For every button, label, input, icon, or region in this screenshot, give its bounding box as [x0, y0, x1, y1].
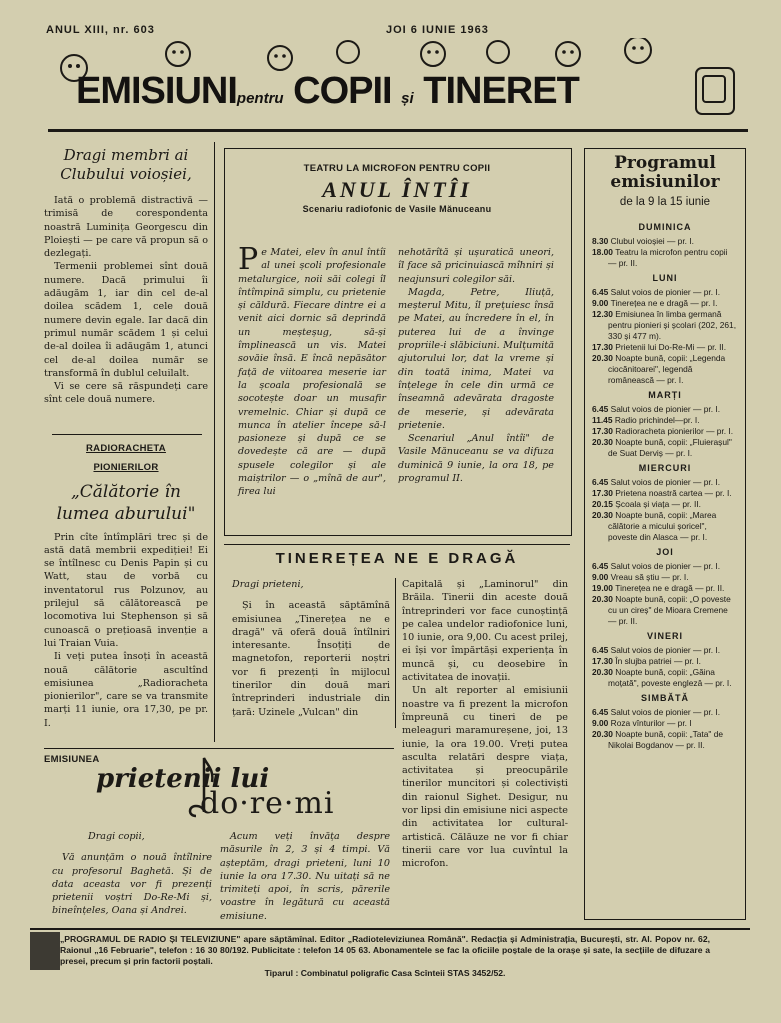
- program-item-time: 11.45: [592, 415, 615, 425]
- program-item-time: 17.30: [592, 656, 616, 666]
- column-rule: [395, 578, 396, 728]
- program-item-time: 20.30: [592, 510, 616, 520]
- doremi-kicker: EMISIUNEA: [44, 754, 100, 765]
- program-item-time: 18.00: [592, 247, 616, 257]
- program-item-desc: Radio prichindel—pr. I.: [614, 415, 700, 425]
- program-item-desc: Tinerețea ne e dragă — pr. II.: [615, 583, 725, 593]
- program-day-title: MIERCURI: [638, 463, 692, 473]
- tineretea-col1: Dragi prieteni, Și în această săptămînă emisiunea „Tinerețea ne e dragă" vă oferă două întîlniri interesante. Însoțiți de magnetofon, reporterii noștri vor fi prezenți în mijlocul tinerilor din două mari întreprinderi industriale din țară: Uzinele „Vulcan" din: [232, 579, 390, 718]
- program-item-time: 20.30: [592, 667, 616, 677]
- program-item-time: 20.30: [592, 353, 616, 363]
- doremi-main-title: do·re·mi: [200, 786, 335, 821]
- divider: [224, 544, 570, 545]
- doremi-col1: Dragi copii, Vă anunțăm o nouă întîlnire cu profesorul Baghetă. Și de data aceasta vor fi prezenți prietenii voștri Do-Re-Mi și, bineînțeles, Oana și Andrei.: [52, 831, 212, 917]
- program-item-time: 6.45: [592, 707, 611, 717]
- program-item-time: 17.30: [592, 488, 616, 498]
- program-day-title: VINERI: [646, 631, 683, 641]
- program-item: [592, 645, 738, 656]
- program-item: [592, 415, 738, 426]
- program-item-desc: Tinerețea ne e dragă — pr. I.: [610, 298, 718, 308]
- tineretea-col2: Capitală și „Laminorul" din Brăila. Tinerii din aceste două întreprinderi vor face cunoștință pe calea undelor radiofonice luni, 10 iunie, ora 9,00. Cu acest prilej, ei își vor împărtăși experiența în muncă și, cu deosebire în activitatea de inovații. Un alt reporter al emisiunii noastre va fi prezent la microfon împreună cu tineri de pe meleaguri maramureșene, joi, 13 iunie, la ora 19.00. Vreți putea asculta relatări despre viața, activitatea și preocupările tinerilor muncitori și colectiviști din raionul Sighet. Desigur, nu vor lipsi din emisiune nici aspecte din activitatea lor cultural-artistică. Călăuze ne vor fi chiar tinerii care vor lua cuvîntul la microfon.: [402, 579, 568, 870]
- program-item: [592, 236, 738, 247]
- program-day-title: JOI: [656, 547, 674, 557]
- program-item-desc: Salut voios de pionier — pr. I.: [610, 477, 721, 487]
- program-item: [592, 729, 738, 751]
- program-item-desc: Noapte bună, copii: „O poveste cu un cireș" de Mioara Cremene — pr. II.: [608, 594, 731, 626]
- program-item-desc: Salut voios de pionier — pr. I.: [610, 404, 721, 414]
- program-item-desc: Prietenii lui Do-Re-Mi — pr. II.: [615, 342, 727, 352]
- program-item: [592, 594, 738, 627]
- program-item-desc: Noapte bună, copii: „Tata" de Nikolai Bogdanov — pr. II.: [608, 729, 724, 750]
- program-item: [592, 499, 738, 510]
- program-item-desc: Prietena noastră cartea — pr. I.: [615, 488, 732, 498]
- masthead: [48, 38, 738, 128]
- doremi-col2: Acum veți învăța despre măsurile în 2, 3 și 4 timpi. Vă așteptăm, dragi prieteni, luni 10 iunie la ora 17.30. Nu uitați să ne trimiteți apoi, în scris, părerile voastre în legătură cu această emisiune.: [220, 831, 390, 922]
- program-item: [592, 718, 738, 729]
- program-item: [592, 572, 738, 583]
- program-item-time: 9.00: [592, 298, 611, 308]
- program-item-desc: Noapte bună, copii: „Legenda ciocănitoarei", legendă românească — pr. I.: [608, 353, 726, 385]
- program-item-time: 17.30: [592, 342, 616, 352]
- program-item-time: 20.30: [592, 594, 616, 604]
- radioracheta-article: RADIORACHETA PIONIERILOR „Călătorie în lumea aburului" Prin cîte întîmplări trec și de astă dată membrii expediției! Ei se întîlnesc cu Denis Papin și cu Watt, stau de vorbă cu inventatorul rus Polzunov, au prilejul să călătorească pe locomotiva lui Stephenson și să cunoască o prețioasă invenție a lui Traian Vuia. Ii veți putea însoți în această nouă călătorie ascultînd emisiunea „Radioracheta pionierilor", care se va transmite marți 11 iunie, ora 17,30, pe pr. I.: [44, 443, 208, 729]
- divider: [52, 434, 202, 435]
- program-item-time: 6.45: [592, 404, 611, 414]
- program-item-desc: Vreau să știu — pr. I.: [610, 572, 689, 582]
- program-item: [592, 561, 738, 572]
- program-item-desc: Noapte bună, copii: „Marea călătorie a micului șoricel", poveste din Alasca — pr. I.: [608, 510, 717, 542]
- program-day-title: SIMBĂTĂ: [641, 693, 689, 703]
- teatru-article: [234, 162, 560, 216]
- stamp-mark: [30, 932, 60, 970]
- divider: [44, 748, 394, 749]
- program-item-time: 6.45: [592, 561, 611, 571]
- program-item-time: 6.45: [592, 477, 611, 487]
- program-item-desc: Salut voios de pionier — pr. I.: [610, 561, 721, 571]
- program-item-desc: Salut voios de pionier — pr. I.: [610, 707, 721, 717]
- program-item-time: 9.00: [592, 718, 611, 728]
- program-item: [592, 309, 738, 342]
- program-item: [592, 426, 738, 437]
- footer-rule: [30, 928, 750, 930]
- teatru-col2: nehotărîtă și ușuratică uneori, îl face să pricinuiască mîhniri și neajunsuri colegilor săi. Magda, Petre, Iliuță, meșterul Mitu, îl prețuiesc însă pe Matei, au încredere în el, în puterea lui de a învinge propriile-i slăbiciuni. Mulțumită ajutorului lor, dat la vreme și din toată inima, Matei va înțelege în cele din urmă ce înseamnă adevărata dragoste de meserie, și adevărata prietenie. Scenariul „Anul întîi" de Vasile Mănuceanu se va difuza duminică 9 iunie, la ora 18, pe programul II.: [398, 247, 554, 485]
- program-item: [592, 247, 738, 269]
- program-day-title: LUNI: [652, 273, 678, 283]
- column-rule: [214, 142, 215, 742]
- issue-number: ANUL XIII, nr. 603: [46, 24, 155, 36]
- program-item-time: 17.30: [592, 426, 616, 436]
- masthead-rule: [48, 129, 748, 132]
- issue-date: JOI 6 IUNIE 1963: [386, 24, 489, 36]
- program-item-time: 6.45: [592, 645, 611, 655]
- program-item-desc: Salut voios de pionier — pr. I.: [610, 287, 721, 297]
- program-item-desc: Teatru la microfon pentru copii — pr. II.: [608, 247, 728, 268]
- program-item-desc: Noapte bună, copii: „Fluierașul" de Suat Derviș — pr. I.: [608, 437, 732, 458]
- program-item-time: 20.30: [592, 437, 616, 447]
- program-item-desc: În slujba patriei — pr. I.: [615, 656, 701, 666]
- program-item: [592, 342, 738, 353]
- program-schedule: [592, 218, 738, 751]
- program-item-time: 6.45: [592, 287, 611, 297]
- teatru-subtitle: Scenariu radiofonic de Vasile Mănuceanu: [302, 203, 492, 214]
- program-item: [592, 353, 738, 386]
- program-day-title: MARȚI: [648, 390, 682, 400]
- club-article: Dragi membri ai Clubului voioșiei, Iată o problemă distractivă — trimisă de corespondenta noastră Luminița Georgescu din Ploiești — pe care vă propun să o dezlegați. Termenii problemei sînt două numere. Dacă primului îi adăugăm 1, iar din cel de-al doilea scădem 1, cele două numere devin egale. Iar dacă din primul număr scădem 1 și celui de-al doilea îi adăugăm 1, atunci cel de-al doilea număr se transformă în dublul celuilalt. Vi se cere să răspundeți care sînt cele două numere.: [44, 146, 208, 406]
- teatru-col1: Pe Matei, elev în anul întîi al unei școli profesionale metalurgice, noii săi colegi îl întîmpină simplu, cu prietenie și căldură. Fiecare dintre ei a venit aici dornic să deprindă un meșteșug, să-și împlinească un vis. Matei sovăie însă. E încă nepăsător față de viitoarea meserie iar la școala profesională se socotește doar un musafir vremelnic. Chiar și după ce munca în atelier începe să-l pasioneze și după ce se dovedește că are — după spusele colegilor și ale maiștrilor — o „mînă de aur", firea lui: [238, 242, 386, 498]
- teatru-title: ANUL ÎNTÎI: [322, 177, 472, 203]
- radioracheta-title: „Călătorie în lumea aburului": [56, 481, 196, 524]
- program-item: [592, 488, 738, 499]
- program-day-title: DUMINICA: [638, 222, 692, 232]
- program-item-desc: Școala și viața — pr. II.: [615, 499, 701, 509]
- program-item: [592, 707, 738, 718]
- program-item: [592, 298, 738, 309]
- tineretea-title: TINEREȚEA NE E DRAGĂ: [275, 550, 519, 567]
- program-item-desc: Clubul voioșiei — pr. I.: [610, 236, 694, 246]
- program-item-time: 19.00: [592, 583, 616, 593]
- program-item-desc: Salut voios de pionier — pr. I.: [610, 645, 721, 655]
- program-item: [592, 477, 738, 488]
- program-item: [592, 437, 738, 459]
- program-item-desc: Radioracheta pionierilor — pr. I.: [615, 426, 734, 436]
- music-note-icon: [186, 752, 216, 824]
- program-item-desc: Noapte bună, copii: „Găina moțată", poveste englezâ — pr. I.: [608, 667, 732, 688]
- program-item-time: 9.00: [592, 572, 611, 582]
- program-item-desc: Emisiunea în limba germană pentru pionieri și școlari (202, 261, 330 și 477 m).: [608, 309, 737, 341]
- program-item: [592, 287, 738, 298]
- footer: „PROGRAMUL DE RADIO ȘI TELEVIZIUNE" apare săptămînal. Editor „Radioteleviziunea Română". Redacția și Administrația, București, str. Al. Popov nr. 62, Raionul „16 Februarie", telefon : 16 30 80/192. Publicitate : telefon 14 05 63. Abonamentele se fac la oficiile poștale de la orașe și sate, la secțiile de difuzare a presei, precum și prin factorii poștali. Tiparul : Combinatul poligrafic Casa Scînteii STAS 3452/52.: [60, 934, 710, 978]
- program-item-desc: Roza vînturilor — pr. I: [610, 718, 692, 728]
- teatru-kicker: TEATRU LA MICROFON PENTRU COPII: [303, 163, 491, 174]
- program-item: [592, 667, 738, 689]
- program-item: [592, 656, 738, 667]
- club-title: Dragi membri ai Clubului voioșiei,: [60, 146, 192, 183]
- program-item: [592, 404, 738, 415]
- program-item-time: 8.30: [592, 236, 611, 246]
- program-item-time: 12.30: [592, 309, 616, 319]
- program-item-time: 20.30: [592, 729, 616, 739]
- program-item: [592, 510, 738, 543]
- program-item: [592, 583, 738, 594]
- doremi-script-title: prietenii lui: [96, 764, 270, 794]
- masthead-title: EMISIUNIpentru COPII și TINERET: [76, 70, 579, 112]
- program-item-time: 20.15: [592, 499, 616, 509]
- program-header: Programul emisiunilor de la 9 la 15 iunie: [610, 153, 720, 208]
